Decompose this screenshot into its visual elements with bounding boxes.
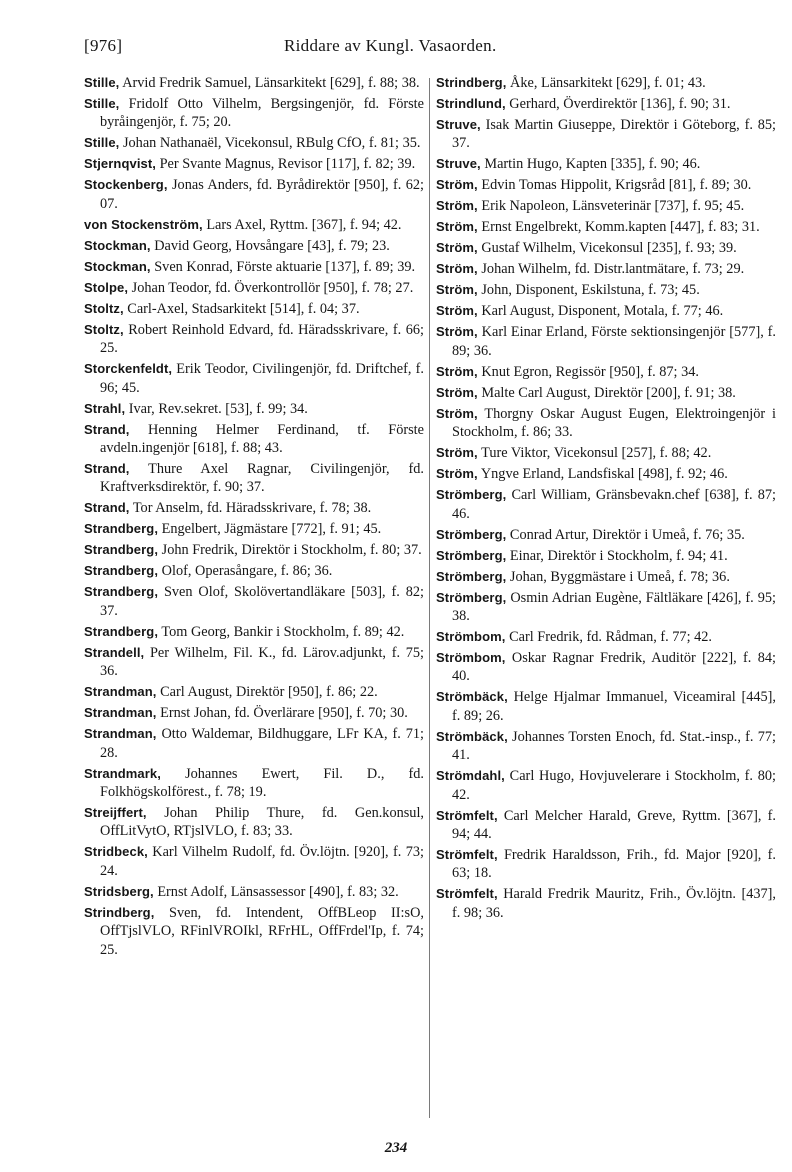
entry-surname: Strand,: [84, 461, 130, 477]
entry-details: Yngve Erland, Landsfiskal [498], f. 92; 46.: [480, 466, 728, 483]
entry-surname: Stolpe,: [84, 279, 129, 295]
entry-details: John Fredrik, Direktör i Stockholm, f. 80; 37.: [161, 542, 422, 559]
entry-surname: Strindlund,: [436, 96, 506, 111]
entry-surname: Strömberg,: [436, 547, 507, 563]
entry-surname: Stridbeck,: [84, 844, 148, 860]
right-column: [436, 74, 776, 925]
register-entry: [436, 260, 776, 278]
entry-surname: Strömfelt,: [436, 886, 498, 902]
register-entry: [436, 688, 776, 725]
register-entry: [84, 883, 424, 901]
register-entry: [436, 218, 776, 236]
entry-surname: Strömberg,: [436, 526, 507, 542]
register-entry: [436, 568, 776, 586]
entry-surname: Stockenberg,: [84, 177, 168, 193]
entry-surname: Strandberg,: [84, 563, 159, 579]
entry-surname: Strömberg,: [436, 589, 507, 605]
entry-surname: Stoltz,: [84, 321, 124, 337]
entry-details: Jonas Anders, fd. Byrådirektör [950], f. 62; 07.: [100, 177, 424, 212]
entry-surname: Ström,: [436, 198, 478, 214]
entry-surname: Ström,: [436, 240, 478, 256]
register-entry: [84, 258, 424, 276]
entry-surname: Ström,: [436, 445, 478, 461]
entry-details: Knut Egron, Regissör [950], f. 87; 34.: [481, 363, 699, 380]
entry-surname: Strand,: [84, 500, 130, 516]
entry-details: Lars Axel, Ryttm. [367], f. 94; 42.: [206, 216, 402, 233]
register-entry: [436, 547, 776, 565]
register-entry: [84, 843, 424, 880]
entry-surname: von Stockenström,: [84, 216, 203, 232]
entry-details: Ernst Engelbrekt, Komm.kapten [447], f. 83; 31.: [481, 219, 760, 236]
register-entry: [84, 321, 424, 358]
entry-details: Johannes Ewert, Fil. D., fd. Folkhögskolförest., f. 78; 19.: [100, 765, 424, 801]
register-entry: [84, 804, 424, 841]
entry-details: Karl August, Disponent, Motala, f. 77; 46.: [481, 303, 724, 320]
entry-details: Thure Axel Ragnar, Civilingenjör, fd. Kraftverksdirektör, f. 90; 37.: [100, 461, 424, 496]
entry-details: Ernst Johan, fd. Överlärare [950], f. 70; 30.: [160, 705, 408, 722]
register-entry: [436, 405, 776, 442]
entry-surname: Ström,: [436, 261, 478, 277]
entry-details: Carl August, Direktör [950], f. 86; 22.: [160, 684, 378, 701]
entry-surname: Strömbom,: [436, 629, 506, 645]
register-entry: [84, 704, 424, 722]
entry-details: Sven Konrad, Förste aktuarie [137], f. 89; 39.: [154, 258, 416, 275]
column-divider: [429, 78, 430, 1118]
entry-surname: Ström,: [436, 466, 478, 482]
entry-details: Harald Fredrik Mauritz, Frih., Öv.löjtn. [437], f. 98; 36.: [452, 886, 776, 921]
register-entry: [436, 444, 776, 462]
entry-details: Carl Melcher Harald, Greve, Ryttm. [367], f. 94; 44.: [452, 807, 776, 843]
entry-surname: Strömbom,: [436, 650, 506, 666]
register-entry: [436, 846, 776, 883]
entry-surname: Ström,: [436, 324, 478, 340]
register-entry: [84, 644, 424, 681]
entry-surname: Stoltz,: [84, 300, 124, 316]
page-header: [84, 36, 780, 62]
entry-details: Edvin Tomas Hippolit, Krigsråd [81], f. 89; 30.: [481, 177, 752, 194]
entry-surname: Strandman,: [84, 705, 157, 721]
register-entry: [436, 155, 776, 173]
register-entry: [84, 904, 424, 959]
entry-details: Conrad Artur, Direktör i Umeå, f. 76; 35.: [509, 526, 745, 543]
entry-details: Johan Nathanaël, Vicekonsul, RBulg CfO, f. 81; 35.: [122, 135, 421, 152]
entry-surname: Strandberg,: [84, 623, 159, 639]
entry-surname: Strandell,: [84, 644, 145, 660]
entry-details: Tom Georg, Bankir i Stockholm, f. 89; 42.: [161, 623, 405, 640]
entry-details: Fredrik Haraldsson, Frih., fd. Major [920], f. 63; 18.: [452, 847, 776, 882]
register-entry: [84, 421, 424, 458]
entry-details: Åke, Länsarkitekt [629], f. 01; 43.: [510, 75, 706, 91]
entry-surname: Strandman,: [84, 684, 157, 700]
entry-surname: Stockman,: [84, 258, 151, 274]
register-entry: [84, 520, 424, 538]
register-entry: [84, 360, 424, 397]
entry-surname: Strandberg,: [84, 542, 159, 558]
entry-surname: Strandberg,: [84, 584, 159, 600]
register-entry: [84, 155, 424, 173]
entry-details: Erik Napoleon, Länsveterinär [737], f. 95; 45.: [481, 198, 745, 215]
register-entry: [84, 683, 424, 701]
entry-surname: Struve,: [436, 117, 481, 132]
entry-surname: Strandberg,: [84, 521, 159, 537]
entry-surname: Stockman,: [84, 237, 151, 253]
entry-columns: [84, 74, 784, 1124]
register-entry: [84, 279, 424, 297]
entry-surname: Ström,: [436, 177, 478, 193]
entry-details: Ernst Adolf, Länsassessor [490], f. 83; 32.: [157, 883, 399, 900]
register-entry: [436, 728, 776, 765]
entry-surname: Strömbäck,: [436, 728, 508, 744]
register-entry: [436, 486, 776, 523]
entry-details: Sven Olof, Skolövertandläkare [503], f. 82; 37.: [100, 584, 424, 619]
entry-surname: Ström,: [436, 363, 478, 379]
entry-details: David Georg, Hovsångare [43], f. 79; 23.: [154, 237, 390, 254]
register-entry: [84, 765, 424, 802]
entry-surname: Struve,: [436, 156, 481, 172]
entry-surname: Strindberg,: [84, 904, 155, 920]
page-number: 234: [384, 1140, 408, 1156]
entry-surname: Stille,: [84, 135, 120, 151]
register-entry: [436, 74, 776, 92]
entry-details: Osmin Adrian Eugène, Fältläkare [426], f. 95; 38.: [452, 589, 776, 625]
register-entry: [436, 116, 776, 153]
entry-surname: Strand,: [84, 421, 130, 437]
entry-details: Oskar Ragnar Fredrik, Auditör [222], f. 84; 40.: [452, 650, 776, 685]
entry-surname: Stille,: [84, 75, 120, 90]
register-entry: [84, 134, 424, 152]
register-entry: [436, 628, 776, 646]
entry-surname: Stille,: [84, 96, 120, 111]
entry-details: Johan Teodor, fd. Överkontrollör [950], f. 78; 27.: [131, 279, 414, 296]
register-entry: [436, 589, 776, 626]
entry-details: Fridolf Otto Vilhelm, Bergsingenjör, fd. Förste byråingenjör, f. 75; 20.: [100, 96, 424, 131]
entry-details: Malte Carl August, Direktör [200], f. 91; 38.: [481, 384, 736, 401]
entry-details: Carl-Axel, Stadsarkitekt [514], f. 04; 37.: [127, 300, 360, 317]
entry-details: Gerhard, Överdirektör [136], f. 90; 31.: [509, 96, 731, 112]
register-entry: [436, 885, 776, 922]
entry-details: Carl William, Gränsbevakn.chef [638], f. 87; 46.: [452, 487, 777, 522]
register-entry: [84, 237, 424, 255]
entry-details: Arvid Fredrik Samuel, Länsarkitekt [629], f. 88; 38.: [122, 75, 420, 91]
entry-details: Martin Hugo, Kapten [335], f. 90; 46.: [484, 156, 701, 173]
entry-details: Karl Einar Erland, Förste sektionsingenjör [577], f. 89; 36.: [452, 324, 777, 359]
register-entry: [84, 74, 424, 92]
register-entry: [84, 460, 424, 497]
entry-surname: Strömfelt,: [436, 807, 498, 823]
entry-details: Johan, Byggmästare i Umeå, f. 78; 36.: [509, 568, 730, 585]
register-entry: [436, 176, 776, 194]
entry-details: Johan Philip Thure, fd. Gen.konsul, OffLitVytO, RTjslVLO, f. 83; 33.: [100, 805, 424, 840]
entry-surname: Strahl,: [84, 400, 126, 416]
register-entry: [436, 649, 776, 686]
register-entry: [84, 583, 424, 620]
entry-details: Tor Anselm, fd. Häradsskrivare, f. 78; 38.: [132, 500, 372, 517]
entry-surname: Storckenfeldt,: [84, 361, 173, 377]
entry-surname: Ström,: [436, 384, 478, 400]
entry-surname: Strömberg,: [436, 568, 507, 584]
entry-surname: Strömbäck,: [436, 689, 508, 705]
register-entry: [84, 176, 424, 213]
register-entry: [436, 197, 776, 215]
entry-surname: Strandman,: [84, 726, 157, 742]
register-entry: [436, 95, 776, 113]
left-column: [84, 74, 424, 962]
entry-surname: Streijffert,: [84, 805, 147, 821]
register-entry: [84, 725, 424, 762]
entry-surname: Ström,: [436, 219, 478, 235]
register-entry: [84, 216, 424, 234]
entry-details: Karl Vilhelm Rudolf, fd. Öv.löjtn. [920], f. 73; 24.: [100, 844, 424, 879]
entry-details: Johannes Torsten Enoch, fd. Stat.-insp., f. 77; 41.: [452, 728, 776, 764]
entry-details: Einar, Direktör i Stockholm, f. 94; 41.: [509, 547, 728, 564]
entry-details: Erik Teodor, Civilingenjör, fd. Driftchef, f. 96; 45.: [100, 361, 424, 396]
register-entry: [84, 623, 424, 641]
entry-details: Per Svante Magnus, Revisor [117], f. 82; 39.: [159, 156, 416, 173]
entry-details: Per Wilhelm, Fil. K., fd. Lärov.adjunkt, f. 75; 36.: [100, 644, 425, 680]
register-entry: [436, 363, 776, 381]
register-entry: [84, 541, 424, 559]
register-entry: [436, 281, 776, 299]
entry-details: Gustaf Wilhelm, Vicekonsul [235], f. 93; 39.: [481, 240, 737, 257]
page-reference: [976]: [84, 36, 123, 55]
register-entry: [436, 465, 776, 483]
entry-details: Robert Reinhold Edvard, fd. Häradsskrivare, f. 66; 25.: [100, 321, 424, 357]
entry-details: Helge Hjalmar Immanuel, Viceamiral [445], f. 89; 26.: [452, 689, 776, 724]
entry-details: Engelbert, Jägmästare [772], f. 91; 45.: [161, 521, 382, 538]
entry-surname: Strindberg,: [436, 75, 507, 90]
entry-details: John, Disponent, Eskilstuna, f. 73; 45.: [481, 282, 700, 299]
entry-details: Sven, fd. Intendent, OffBLeop II:sO, OffTjslVLO, RFinlVROIkl, RFrHL, OffFrdel'Ip, f. 74; 25.: [100, 904, 424, 958]
entry-details: Isak Martin Giuseppe, Direktör i Göteborg, f. 85; 37.: [452, 117, 776, 152]
entry-surname: Ström,: [436, 405, 478, 421]
register-entry: [84, 499, 424, 517]
entry-surname: Strandmark,: [84, 765, 161, 781]
entry-surname: Strömdahl,: [436, 768, 505, 784]
entry-details: Ture Viktor, Vicekonsul [257], f. 88; 42.: [481, 445, 712, 462]
register-entry: [436, 767, 776, 804]
register-entry: [84, 95, 424, 132]
entry-surname: Stjernqvist,: [84, 156, 156, 172]
register-entry: [84, 400, 424, 418]
register-entry: [436, 302, 776, 320]
entry-surname: Ström,: [436, 303, 478, 319]
register-entry: [436, 526, 776, 544]
entry-details: Thorgny Oskar August Eugen, Elektroingenjör i Stockholm, f. 86; 33.: [452, 405, 776, 441]
entry-surname: Stridsberg,: [84, 883, 154, 899]
register-entry: [436, 807, 776, 844]
entry-details: Carl Fredrik, fd. Rådman, f. 77; 42.: [509, 629, 712, 646]
register-entry: [436, 323, 776, 360]
entry-surname: Ström,: [436, 282, 478, 298]
entry-surname: Strömberg,: [436, 487, 507, 503]
register-entry: [84, 562, 424, 580]
entry-surname: Strömfelt,: [436, 847, 498, 863]
register-entry: [84, 300, 424, 318]
entry-details: Otto Waldemar, Bildhuggare, LFr KA, f. 71; 28.: [100, 726, 424, 761]
register-entry: [436, 239, 776, 257]
entry-details: Olof, Operasångare, f. 86; 36.: [161, 563, 333, 580]
entry-details: Johan Wilhelm, fd. Distr.lantmätare, f. 73; 29.: [481, 261, 745, 278]
entry-details: Ivar, Rev.sekret. [53], f. 99; 34.: [128, 400, 308, 417]
running-title: Riddare av Kungl. Vasaorden.: [284, 36, 497, 55]
entry-details: Henning Helmer Ferdinand, tf. Förste avdeln.ingenjör [618], f. 88; 43.: [100, 421, 424, 457]
register-entry: [436, 384, 776, 402]
entry-details: Carl Hugo, Hovjuvelerare i Stockholm, f. 80; 42.: [452, 768, 777, 803]
